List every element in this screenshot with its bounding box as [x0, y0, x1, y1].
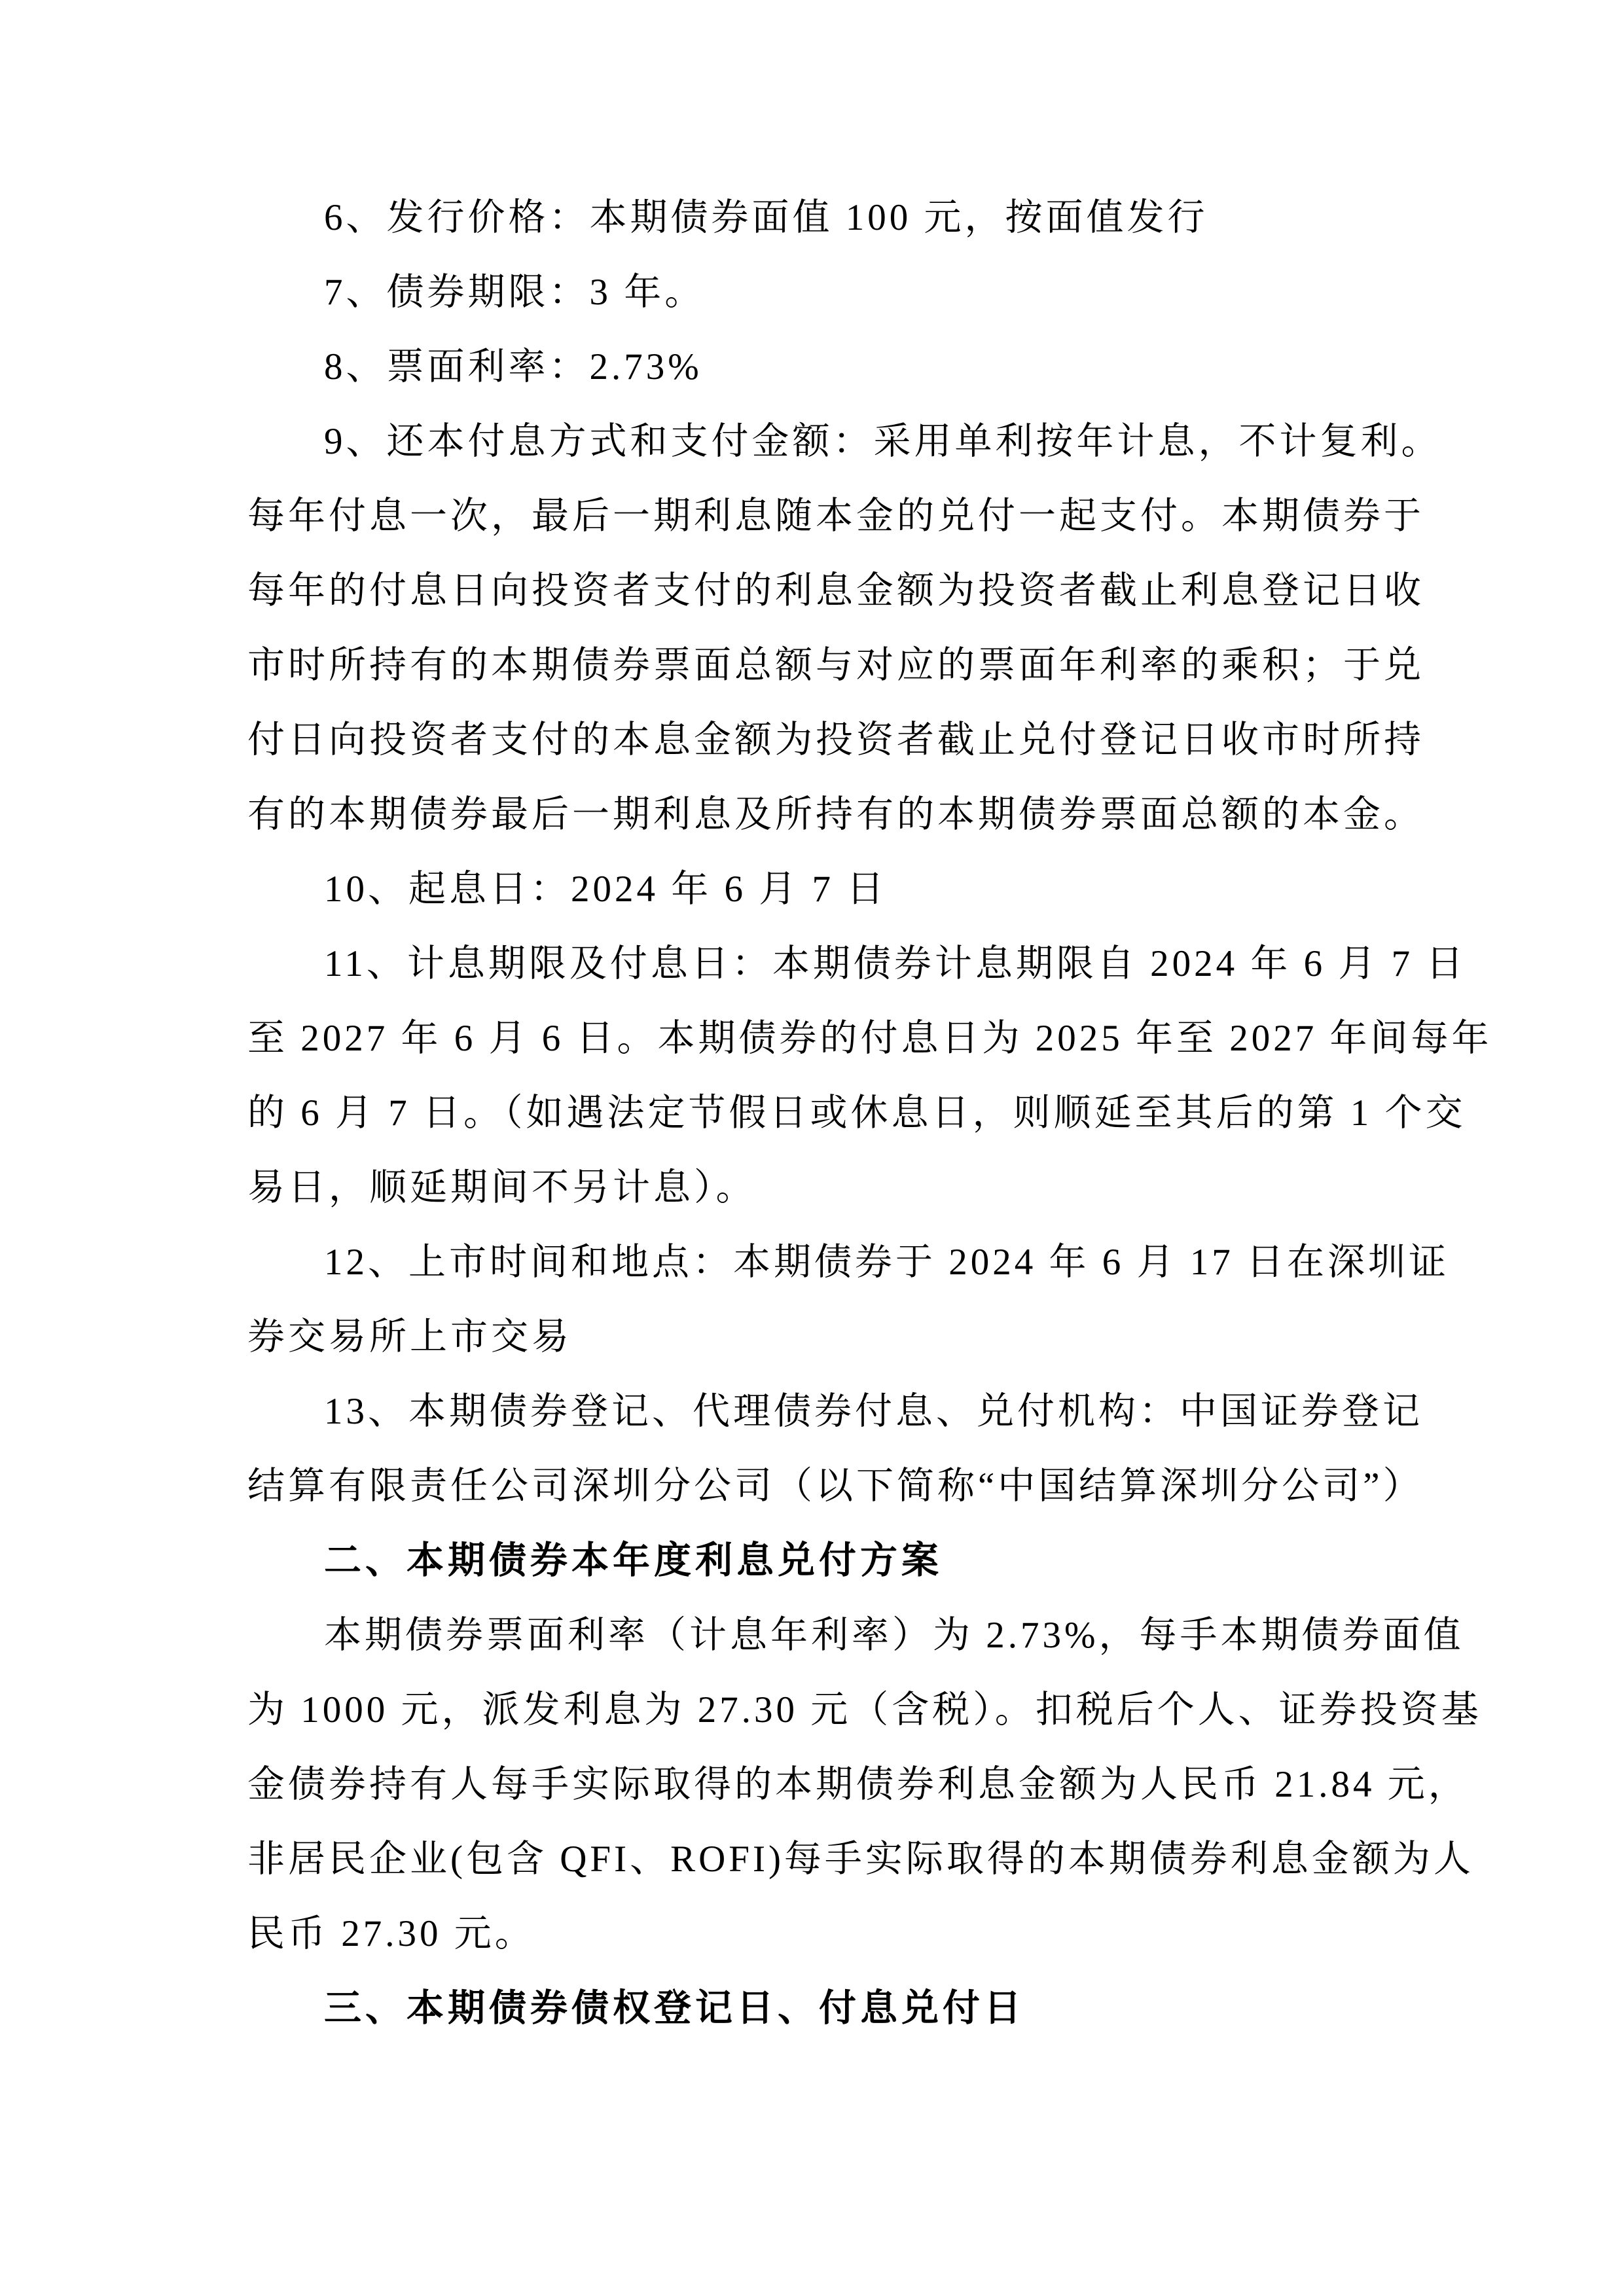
item-7-bond-term: 7、债券期限：3 年。 [324, 272, 706, 313]
item-9-cont-line-2: 每年的付息日向投资者支付的利息金额为投资者截止利息登记日收 [247, 570, 1424, 611]
section-2-para-line-1: 本期债券票面利率（计息年利率）为 2.73%，每手本期债券面值 [324, 1615, 1464, 1656]
item-8-coupon-rate: 8、票面利率：2.73% [324, 346, 702, 387]
section-2-para-line-3: 金债券持有人每手实际取得的本期债券利息金额为人民币 21.84 元， [247, 1764, 1469, 1805]
item-12-listing: 12、上市时间和地点：本期债券于 2024 年 6 月 17 日在深圳证 [324, 1242, 1449, 1283]
document-body [247, 181, 1492, 2046]
item-11-interest-period: 11、计息期限及付息日：本期债券计息期限自 2024 年 6 月 7 日 [324, 943, 1467, 984]
item-11-cont-line-1: 至 2027 年 6 月 6 日。本期债券的付息日为 2025 年至 2027 年间每年 [247, 1018, 1492, 1059]
item-10-value-date: 10、起息日：2024 年 6 月 7 日 [324, 869, 888, 910]
section-heading-2: 二、本期债券本年度利息兑付方案 [324, 1540, 943, 1581]
item-9-cont-line-5: 有的本期债券最后一期利息及所持有的本期债券票面总额的本金。 [247, 794, 1424, 835]
item-9-cont-line-1: 每年付息一次，最后一期利息随本金的兑付一起支付。本期债券于 [247, 495, 1424, 537]
item-13-cont-line-1: 结算有限责任公司深圳分公司（以下简称“中国结算深圳分公司”） [247, 1465, 1424, 1507]
item-6-issue-price: 6、发行价格：本期债券面值 100 元，按面值发行 [324, 197, 1208, 238]
item-12-cont-line-1: 券交易所上市交易 [247, 1316, 572, 1357]
section-2-para-line-5: 民币 27.30 元。 [247, 1913, 535, 1954]
item-9-payment-method: 9、还本付息方式和支付金额：采用单利按年计息，不计复利。 [324, 421, 1442, 462]
item-9-cont-line-3: 市时所持有的本期债券票面总额与对应的票面年利率的乘积；于兑 [247, 645, 1424, 686]
section-2-para-line-2: 为 1000 元，派发利息为 27.30 元（含税）。扣税后个人、证券投资基 [247, 1689, 1482, 1731]
item-13-registrar: 13、本期债券登记、代理债券付息、兑付机构：中国证券登记 [324, 1391, 1423, 1432]
item-11-cont-line-3: 易日，顺延期间不另计息）。 [247, 1167, 757, 1208]
section-2-para-line-4: 非居民企业(包含 QFI、ROFI)每手实际取得的本期债券利息金额为人 [247, 1839, 1474, 1880]
item-11-cont-line-2: 的 6 月 7 日。（如遇法定节假日或休息日，则顺延至其后的第 1 个交 [247, 1092, 1466, 1134]
item-9-cont-line-4: 付日向投资者支付的本息金额为投资者截止兑付登记日收市时所持 [247, 719, 1424, 761]
section-heading-3: 三、本期债券债权登记日、付息兑付日 [324, 1988, 1025, 2029]
